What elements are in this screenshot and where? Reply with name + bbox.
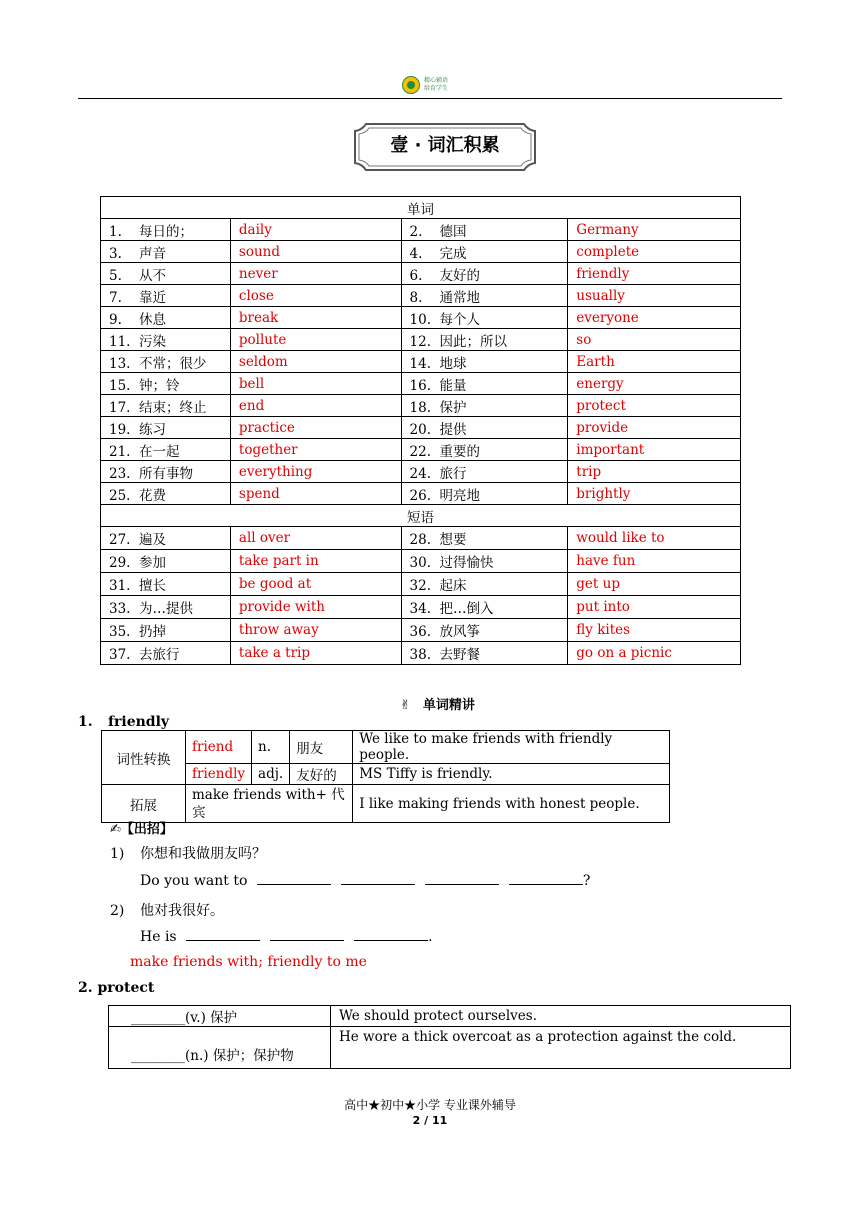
- english-answer: provide with: [230, 596, 401, 619]
- english-answer: take part in: [230, 550, 401, 573]
- chinese-cell: [101, 417, 231, 439]
- vocab-table: [100, 196, 741, 665]
- chinese-cell: [401, 219, 568, 241]
- table-row: [101, 642, 741, 665]
- example-cell: He wore a thick overcoat as a protection against the cold.: [331, 1027, 791, 1069]
- chinese-cell: [401, 642, 568, 665]
- meaning-cell: 朋友: [290, 731, 353, 764]
- chinese-cell: [101, 351, 231, 373]
- chinese-meaning: 练习: [139, 421, 166, 438]
- word-number: 1.: [78, 714, 93, 730]
- english-answer: take a trip: [230, 642, 401, 665]
- sentence-suffix: ?: [582, 873, 591, 889]
- chinese-cell: [101, 241, 231, 263]
- question-text: 他对我很好。: [140, 903, 224, 919]
- english-answer: pollute: [230, 329, 401, 351]
- answer-line-1: [140, 872, 590, 889]
- item-number: 6.: [409, 267, 423, 284]
- item-number: 37.: [109, 647, 131, 663]
- item-number: 38.: [409, 647, 432, 663]
- item-number: 16.: [409, 377, 432, 394]
- english-answer: Germany: [568, 219, 741, 241]
- item-number: 8.: [409, 289, 423, 306]
- item-number: 28.: [409, 532, 432, 548]
- chinese-cell: [401, 439, 568, 461]
- item-number: 19.: [109, 421, 131, 438]
- chinese-cell: [401, 373, 568, 395]
- chinese-meaning: 结束；终止: [139, 399, 207, 416]
- pos-cell: adj.: [252, 764, 290, 785]
- english-answer: together: [230, 439, 401, 461]
- chinese-cell: [101, 307, 231, 329]
- chinese-meaning: 去旅行: [139, 647, 180, 663]
- question-number: 2): [110, 903, 125, 919]
- table-row: [101, 619, 741, 642]
- item-number: 31.: [109, 578, 131, 594]
- item-number: 3.: [109, 245, 122, 262]
- table-row: [101, 439, 741, 461]
- chinese-meaning: 起床: [439, 578, 467, 594]
- chinese-meaning: 放风筝: [439, 624, 481, 640]
- english-answer: complete: [568, 241, 741, 263]
- chinese-meaning: 地球: [439, 355, 467, 372]
- item-number: 29.: [109, 555, 131, 571]
- hand-icon: ✌: [400, 698, 411, 713]
- word-cell: friendly: [186, 764, 252, 785]
- english-answer: bell: [230, 373, 401, 395]
- table-row: [101, 527, 741, 550]
- chinese-cell: [101, 619, 231, 642]
- logo-emblem-icon: [402, 76, 420, 94]
- page-number: 2 / 11: [412, 1114, 448, 1127]
- table-row: [101, 596, 741, 619]
- form-cell: ________(v.) 保护: [109, 1006, 331, 1027]
- table-row: [101, 263, 741, 285]
- question-text: 你想和我做朋友吗？: [140, 846, 266, 862]
- item-number: 25.: [109, 487, 131, 504]
- table-row: [101, 373, 741, 395]
- header-rule: [78, 98, 782, 99]
- chinese-cell: [401, 483, 568, 505]
- english-answer: daily: [230, 219, 401, 241]
- table-row: [101, 483, 741, 505]
- sentence-prefix: He is: [140, 929, 177, 945]
- ext-phrase: make friends with+ 代宾: [186, 785, 353, 823]
- table-row: [109, 1006, 791, 1027]
- table-row: [102, 785, 670, 823]
- english-answer: have fun: [568, 550, 741, 573]
- answer-blank[interactable]: [354, 928, 428, 941]
- item-number: 23.: [109, 465, 131, 482]
- chinese-cell: [101, 596, 231, 619]
- answer-blank[interactable]: [186, 928, 260, 941]
- item-number: 32.: [409, 578, 432, 594]
- chinese-cell: [401, 417, 568, 439]
- chinese-cell: [401, 329, 568, 351]
- chinese-cell: [401, 573, 568, 596]
- english-answer: trip: [568, 461, 741, 483]
- section-label: 单词: [101, 197, 741, 219]
- chinese-meaning: 去野餐: [439, 647, 481, 663]
- item-number: 30.: [409, 555, 432, 571]
- chinese-meaning: 明亮地: [439, 487, 481, 504]
- chinese-meaning: 在一起: [139, 443, 180, 460]
- chinese-cell: [401, 619, 568, 642]
- english-answer: brightly: [568, 483, 741, 505]
- item-number: 7.: [109, 289, 122, 306]
- banner-title: 壹 · 词汇积累: [390, 135, 500, 156]
- english-answer: usually: [568, 285, 741, 307]
- english-answer: put into: [568, 596, 741, 619]
- item-number: 15.: [109, 377, 131, 394]
- english-answer: Earth: [568, 351, 741, 373]
- english-answer: would like to: [568, 527, 741, 550]
- table-row: [101, 461, 741, 483]
- answer-line-2: [140, 928, 433, 945]
- chinese-cell: [101, 285, 231, 307]
- word-text: friendly: [108, 714, 170, 730]
- friendly-table: [101, 730, 670, 823]
- answer-blank[interactable]: [425, 872, 499, 885]
- meaning-cell: 友好的: [290, 764, 353, 785]
- sentence-prefix: Do you want to: [140, 873, 248, 889]
- chinese-cell: [101, 483, 231, 505]
- chinese-meaning: 为…提供: [139, 601, 193, 617]
- table-row: [101, 307, 741, 329]
- item-number: 33.: [109, 601, 131, 617]
- item-number: 24.: [409, 465, 432, 482]
- table-row: [101, 285, 741, 307]
- english-answer: fly kites: [568, 619, 741, 642]
- english-answer: spend: [230, 483, 401, 505]
- word-title-protect: 2. protect: [78, 980, 155, 996]
- logo-text-2: 给育学生: [424, 85, 449, 92]
- item-number: 34.: [409, 601, 432, 617]
- form-cell: ________(n.) 保护；保护物: [109, 1027, 331, 1069]
- item-number: 36.: [409, 624, 432, 640]
- chinese-cell: [101, 573, 231, 596]
- section-row: [101, 197, 741, 219]
- section-banner: [352, 121, 538, 173]
- table-row: [101, 219, 741, 241]
- chinese-meaning: 通常地: [439, 289, 481, 306]
- chinese-meaning: 提供: [439, 421, 467, 438]
- chinese-cell: [101, 329, 231, 351]
- chinese-cell: [401, 351, 568, 373]
- chinese-meaning: 保护: [439, 399, 467, 416]
- chinese-cell: [401, 263, 568, 285]
- ext-label: 拓展: [102, 785, 186, 823]
- english-answer: everything: [230, 461, 401, 483]
- exercise-label: ✍【出招】: [110, 822, 173, 837]
- answer-blank[interactable]: [257, 872, 331, 885]
- english-answer: never: [230, 263, 401, 285]
- section-label: 短语: [101, 505, 741, 527]
- table-row: [101, 395, 741, 417]
- item-number: 17.: [109, 399, 131, 416]
- chinese-meaning: 休息: [139, 311, 166, 328]
- english-answer: protect: [568, 395, 741, 417]
- item-number: 5.: [109, 267, 122, 284]
- answer-blank[interactable]: [509, 872, 583, 885]
- question-1: [110, 843, 266, 863]
- item-number: 22.: [409, 443, 432, 460]
- english-answer: seldom: [230, 351, 401, 373]
- example-cell: MS Tiffy is friendly.: [353, 764, 670, 785]
- question-2: [110, 900, 224, 920]
- table-row: [101, 573, 741, 596]
- english-answer: provide: [568, 417, 741, 439]
- question-number: 1): [110, 846, 125, 862]
- item-number: 1.: [109, 223, 122, 240]
- chinese-meaning: 遍及: [139, 532, 166, 548]
- answer-blank[interactable]: [270, 928, 344, 941]
- chinese-cell: [401, 550, 568, 573]
- table-row: [101, 417, 741, 439]
- item-number: 27.: [109, 532, 131, 548]
- chinese-meaning: 所有事物: [139, 465, 193, 482]
- item-number: 26.: [409, 487, 432, 504]
- sentence-suffix: .: [428, 929, 433, 945]
- chinese-cell: [101, 373, 231, 395]
- chinese-meaning: 重要的: [439, 443, 481, 460]
- example-cell: We like to make friends with friendly people.: [353, 731, 670, 764]
- chinese-meaning: 参加: [139, 555, 166, 571]
- footer-text: 高中★初中★小学 专业课外辅导: [344, 1098, 516, 1112]
- chinese-cell: [401, 461, 568, 483]
- chinese-cell: [101, 642, 231, 665]
- chinese-meaning: 因此；所以: [439, 333, 508, 350]
- chinese-cell: [401, 307, 568, 329]
- english-answer: end: [230, 395, 401, 417]
- chinese-cell: [401, 527, 568, 550]
- table-row: [102, 764, 670, 785]
- english-answer: be good at: [230, 573, 401, 596]
- chinese-meaning: 能量: [439, 377, 467, 394]
- ext-example: I like making friends with honest people.: [353, 785, 670, 823]
- chinese-meaning: 不常；很少: [139, 355, 207, 372]
- logo-text-1: 精心辅语: [424, 77, 449, 84]
- chinese-meaning: 完成: [439, 245, 467, 262]
- chinese-meaning: 过得愉快: [439, 555, 494, 571]
- chinese-cell: [401, 241, 568, 263]
- item-number: 13.: [109, 355, 131, 372]
- chinese-cell: [101, 461, 231, 483]
- english-answer: go on a picnic: [568, 642, 741, 665]
- section-row: [101, 505, 741, 527]
- word-cell: friend: [186, 731, 252, 764]
- chinese-cell: [101, 439, 231, 461]
- chinese-cell: [401, 596, 568, 619]
- chinese-meaning: 钟；铃: [139, 377, 180, 394]
- table-row: [101, 550, 741, 573]
- item-number: 11.: [109, 333, 131, 350]
- chinese-cell: [101, 219, 231, 241]
- chinese-meaning: 把…倒入: [439, 601, 494, 617]
- answer-key: make friends with; friendly to me: [130, 954, 367, 970]
- chinese-meaning: 从不: [139, 267, 166, 284]
- english-answer: so: [568, 329, 741, 351]
- chinese-meaning: 污染: [139, 333, 166, 350]
- chinese-meaning: 每个人: [439, 311, 481, 328]
- word-title-friendly: [78, 714, 169, 730]
- header-logo: [400, 76, 462, 96]
- table-row: [101, 351, 741, 373]
- item-number: 18.: [409, 399, 432, 416]
- chinese-cell: [101, 550, 231, 573]
- english-answer: throw away: [230, 619, 401, 642]
- english-answer: sound: [230, 241, 401, 263]
- english-answer: all over: [230, 527, 401, 550]
- answer-blank[interactable]: [341, 872, 415, 885]
- chinese-meaning: 靠近: [139, 289, 166, 306]
- chinese-meaning: 花费: [139, 487, 166, 504]
- chinese-meaning: 每日的；: [139, 223, 193, 240]
- item-number: 21.: [109, 443, 131, 460]
- chinese-meaning: 旅行: [439, 465, 467, 482]
- chinese-cell: [101, 263, 231, 285]
- chinese-meaning: 擅长: [139, 578, 166, 594]
- item-number: 12.: [409, 333, 432, 350]
- item-number: 4.: [409, 245, 423, 262]
- english-answer: close: [230, 285, 401, 307]
- english-answer: break: [230, 307, 401, 329]
- chinese-meaning: 扔掉: [139, 624, 166, 640]
- table-row: [101, 241, 741, 263]
- protect-table: [108, 1005, 791, 1069]
- item-number: 10.: [409, 311, 432, 328]
- table-row: [102, 731, 670, 764]
- chinese-cell: [101, 527, 231, 550]
- heading-text: 单词精讲: [422, 698, 475, 713]
- chinese-meaning: 想要: [439, 532, 467, 548]
- pos-cell: n.: [252, 731, 290, 764]
- english-answer: important: [568, 439, 741, 461]
- example-cell: We should protect ourselves.: [331, 1006, 791, 1027]
- english-answer: energy: [568, 373, 741, 395]
- item-number: 14.: [409, 355, 432, 372]
- chinese-meaning: 德国: [439, 223, 467, 240]
- item-number: 35.: [109, 624, 131, 640]
- chinese-cell: [401, 285, 568, 307]
- english-answer: everyone: [568, 307, 741, 329]
- english-answer: friendly: [568, 263, 741, 285]
- conv-label: 词性转换: [102, 731, 186, 785]
- english-answer: practice: [230, 417, 401, 439]
- chinese-cell: [401, 395, 568, 417]
- chinese-cell: [101, 395, 231, 417]
- table-row: [101, 329, 741, 351]
- chinese-meaning: 友好的: [439, 267, 481, 284]
- item-number: 2.: [409, 223, 423, 240]
- chinese-meaning: 声音: [139, 245, 166, 262]
- item-number: 9.: [109, 311, 122, 328]
- item-number: 20.: [409, 421, 432, 438]
- word-explain-heading: [400, 694, 475, 713]
- table-row: [109, 1027, 791, 1069]
- english-answer: get up: [568, 573, 741, 596]
